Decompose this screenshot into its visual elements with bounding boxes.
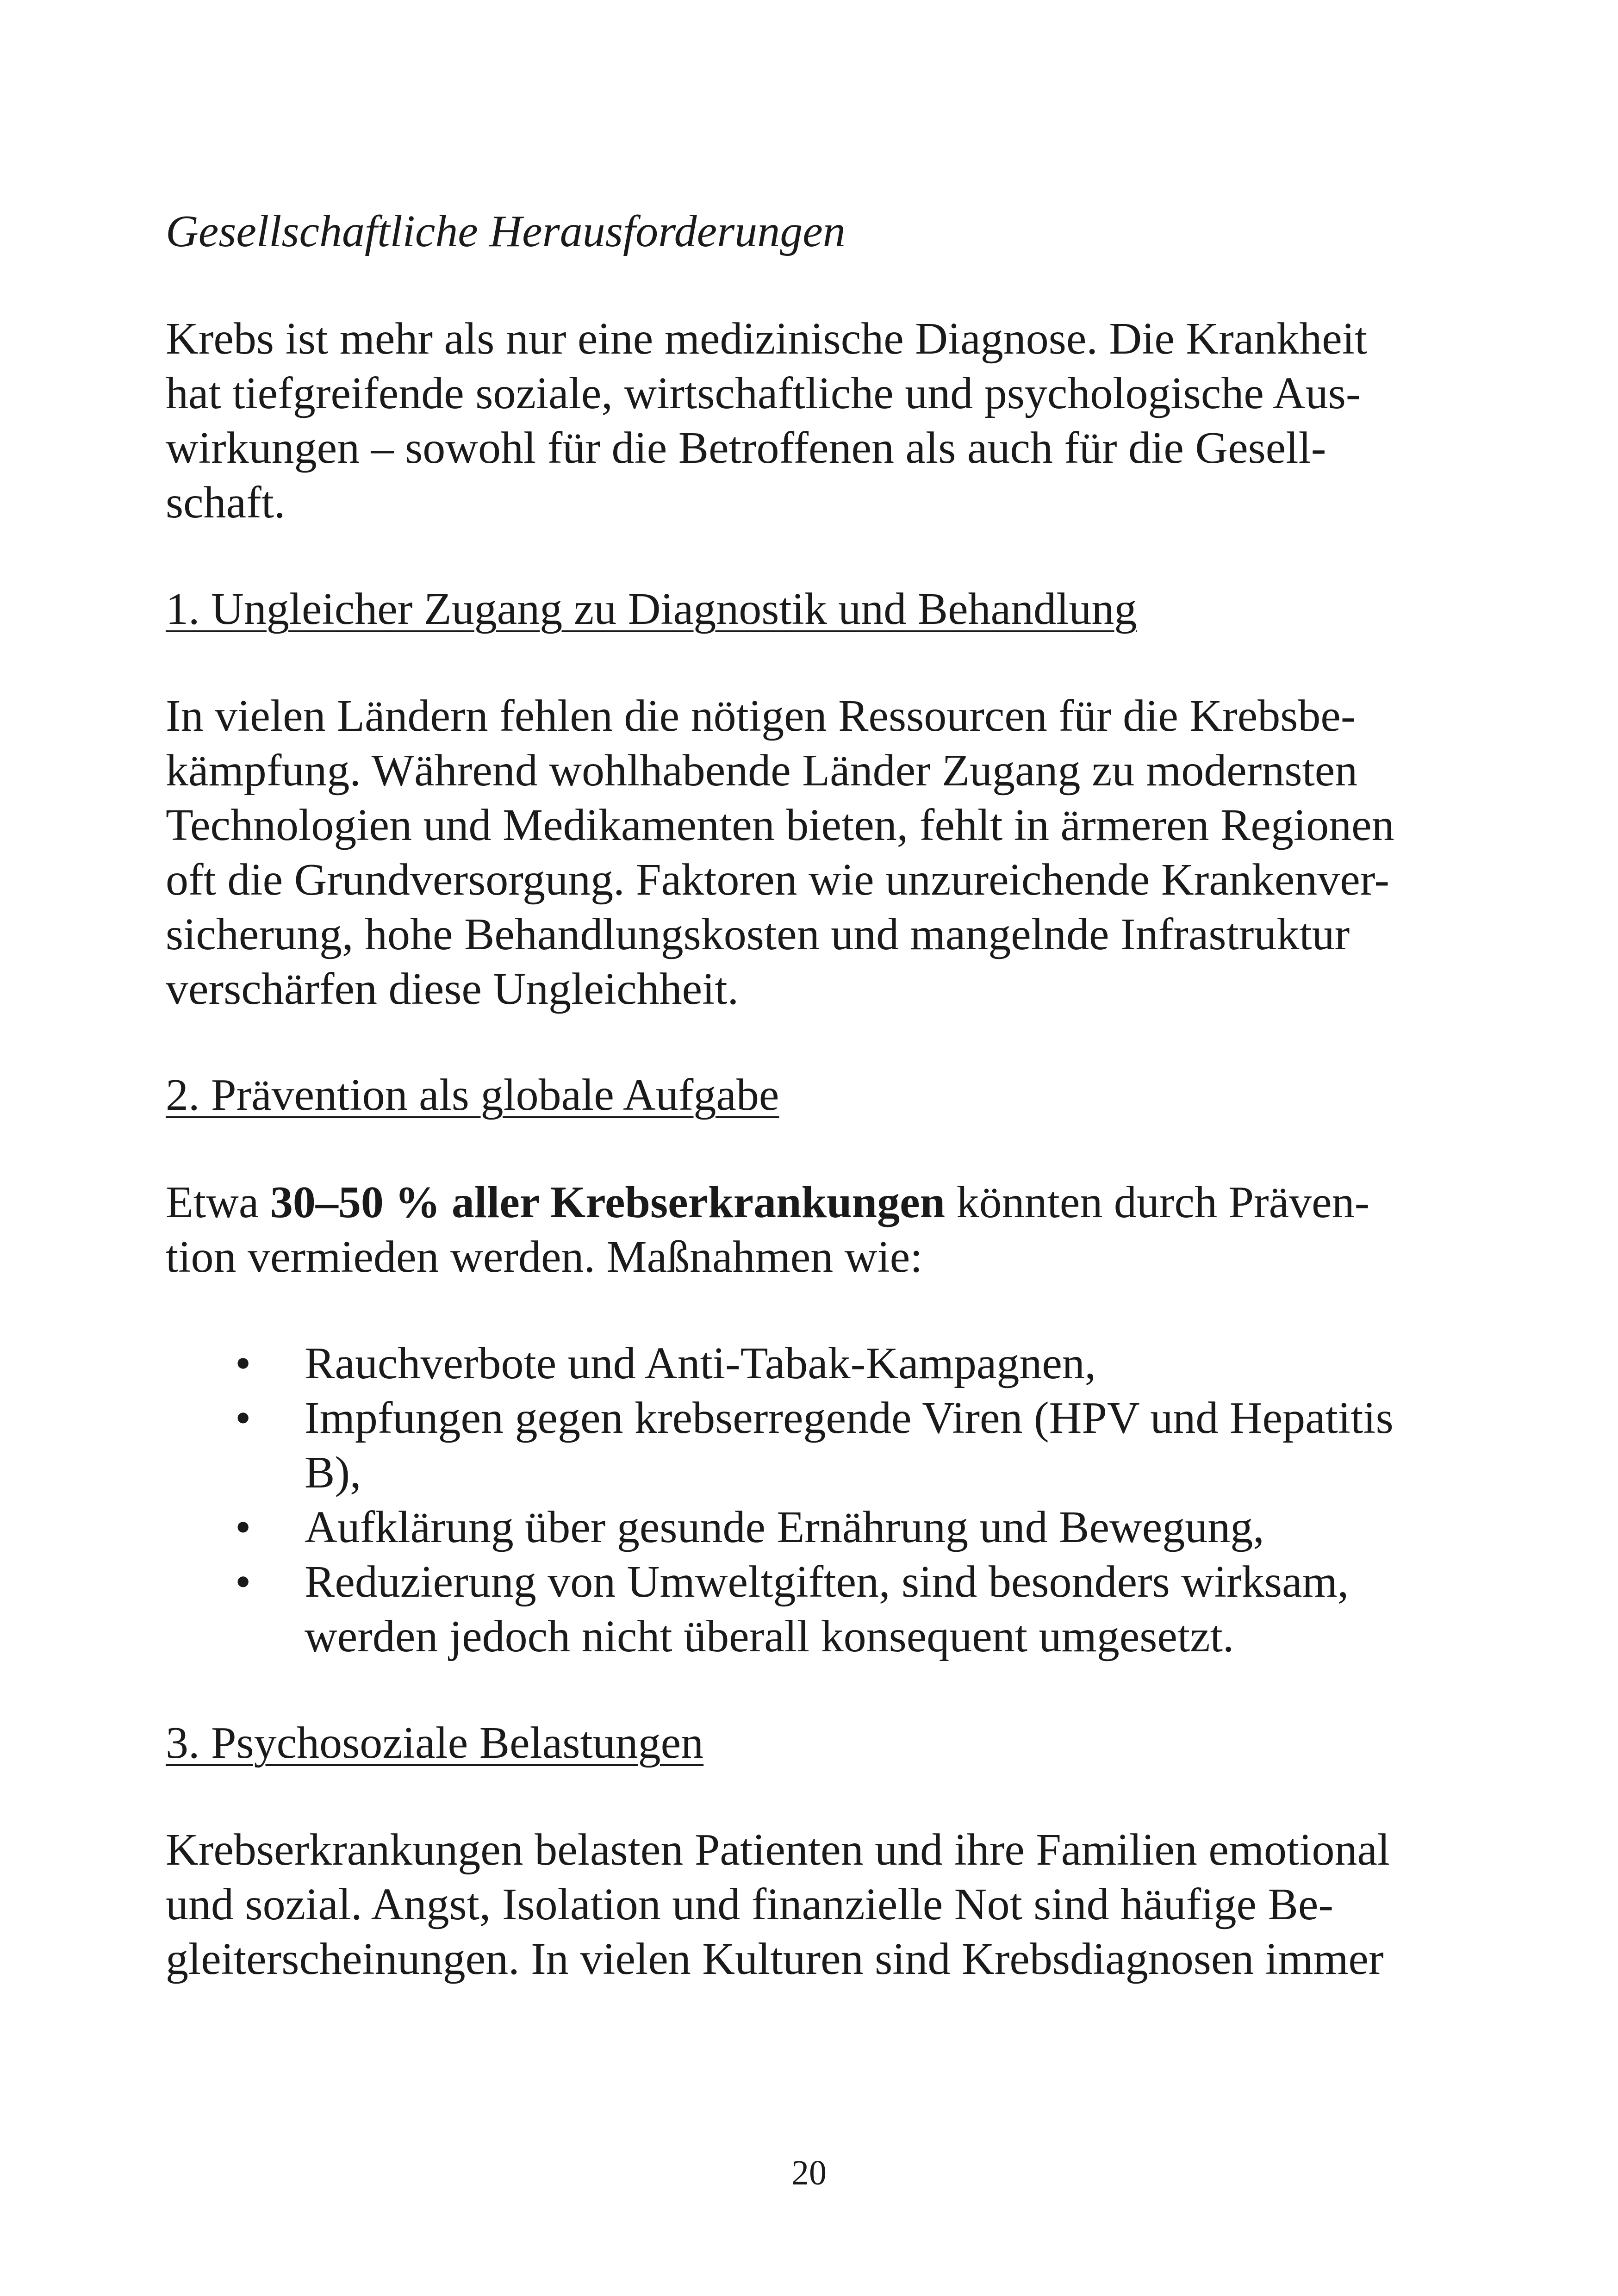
section-1-heading: 1. Ungleicher Zugang zu Diagnostik und Behandlung xyxy=(166,584,1137,634)
bullet-icon: • xyxy=(235,1502,251,1552)
list-item-text: B), xyxy=(305,1448,361,1498)
section-2-line-2: tion vermieden werden. Maßnahmen wie: xyxy=(166,1232,923,1282)
section-3-line-2: und sozial. Angst, Isolation und finanzielle Not sind häufige Be- xyxy=(166,1879,1334,1929)
section-title: Gesellschaftliche Herausforderungen xyxy=(166,206,846,256)
section-2-line-1-post: könnten durch Präven- xyxy=(945,1177,1370,1227)
intro-line-3: wirkungen – sowohl für die Betroffenen als auch für die Gesell- xyxy=(166,423,1326,473)
list-item-text: Rauchverbote und Anti-Tabak-Kampagnen, xyxy=(305,1338,1096,1388)
section-1-line-5: sicherung, hohe Behandlungskosten und mangelnde Infrastruktur xyxy=(166,909,1350,959)
list-item-text: Aufklärung über gesunde Ernährung und Bewegung, xyxy=(305,1502,1264,1552)
section-1-line-1: In vielen Ländern fehlen die nötigen Ressourcen für die Krebsbe- xyxy=(166,691,1356,741)
section-1-line-2: kämpfung. Während wohlhabende Länder Zugang zu modernsten xyxy=(166,746,1358,796)
section-1-line-3: Technologien und Medikamenten bieten, fehlt in ärmeren Regionen xyxy=(166,800,1394,850)
section-2-line-1-pre: Etwa xyxy=(166,1177,270,1227)
document-page xyxy=(166,0,1462,2296)
intro-line-2: hat tiefgreifende soziale, wirtschaftliche und psychologische Aus- xyxy=(166,368,1361,418)
list-item-text: Impfungen gegen krebserregende Viren (HPV und Hepatitis xyxy=(305,1393,1394,1443)
section-3-line-3: gleiterscheinungen. In vielen Kulturen sind Krebsdiagnosen immer xyxy=(166,1934,1384,1984)
bullet-icon: • xyxy=(235,1338,251,1388)
intro-line-4: schaft. xyxy=(166,478,286,528)
bullet-icon: • xyxy=(235,1557,251,1607)
section-3-heading: 3. Psychosoziale Belastungen xyxy=(166,1718,704,1768)
list-item-text: werden jedoch nicht überall konsequent umgesetzt. xyxy=(305,1612,1234,1661)
section-2-highlight: 30–50 % aller Krebserkrankungen xyxy=(270,1177,946,1227)
section-2-heading: 2. Prävention als globale Aufgabe xyxy=(166,1070,779,1120)
section-3-line-1: Krebserkrankungen belasten Patienten und ihre Familien emotional xyxy=(166,1825,1390,1875)
page-number: 20 xyxy=(791,2153,827,2192)
section-1-line-6: verschärfen diese Ungleichheit. xyxy=(166,964,739,1014)
list-item-text: Reduzierung von Umweltgiften, sind besonders wirksam, xyxy=(305,1557,1349,1607)
bullet-icon: • xyxy=(235,1393,251,1443)
section-2-line-1 xyxy=(166,1175,1369,1230)
intro-line-1: Krebs ist mehr als nur eine medizinische Diagnose. Die Krankheit xyxy=(166,314,1368,364)
section-1-line-4: oft die Grundversorgung. Faktoren wie unzureichende Krankenver- xyxy=(166,855,1390,905)
